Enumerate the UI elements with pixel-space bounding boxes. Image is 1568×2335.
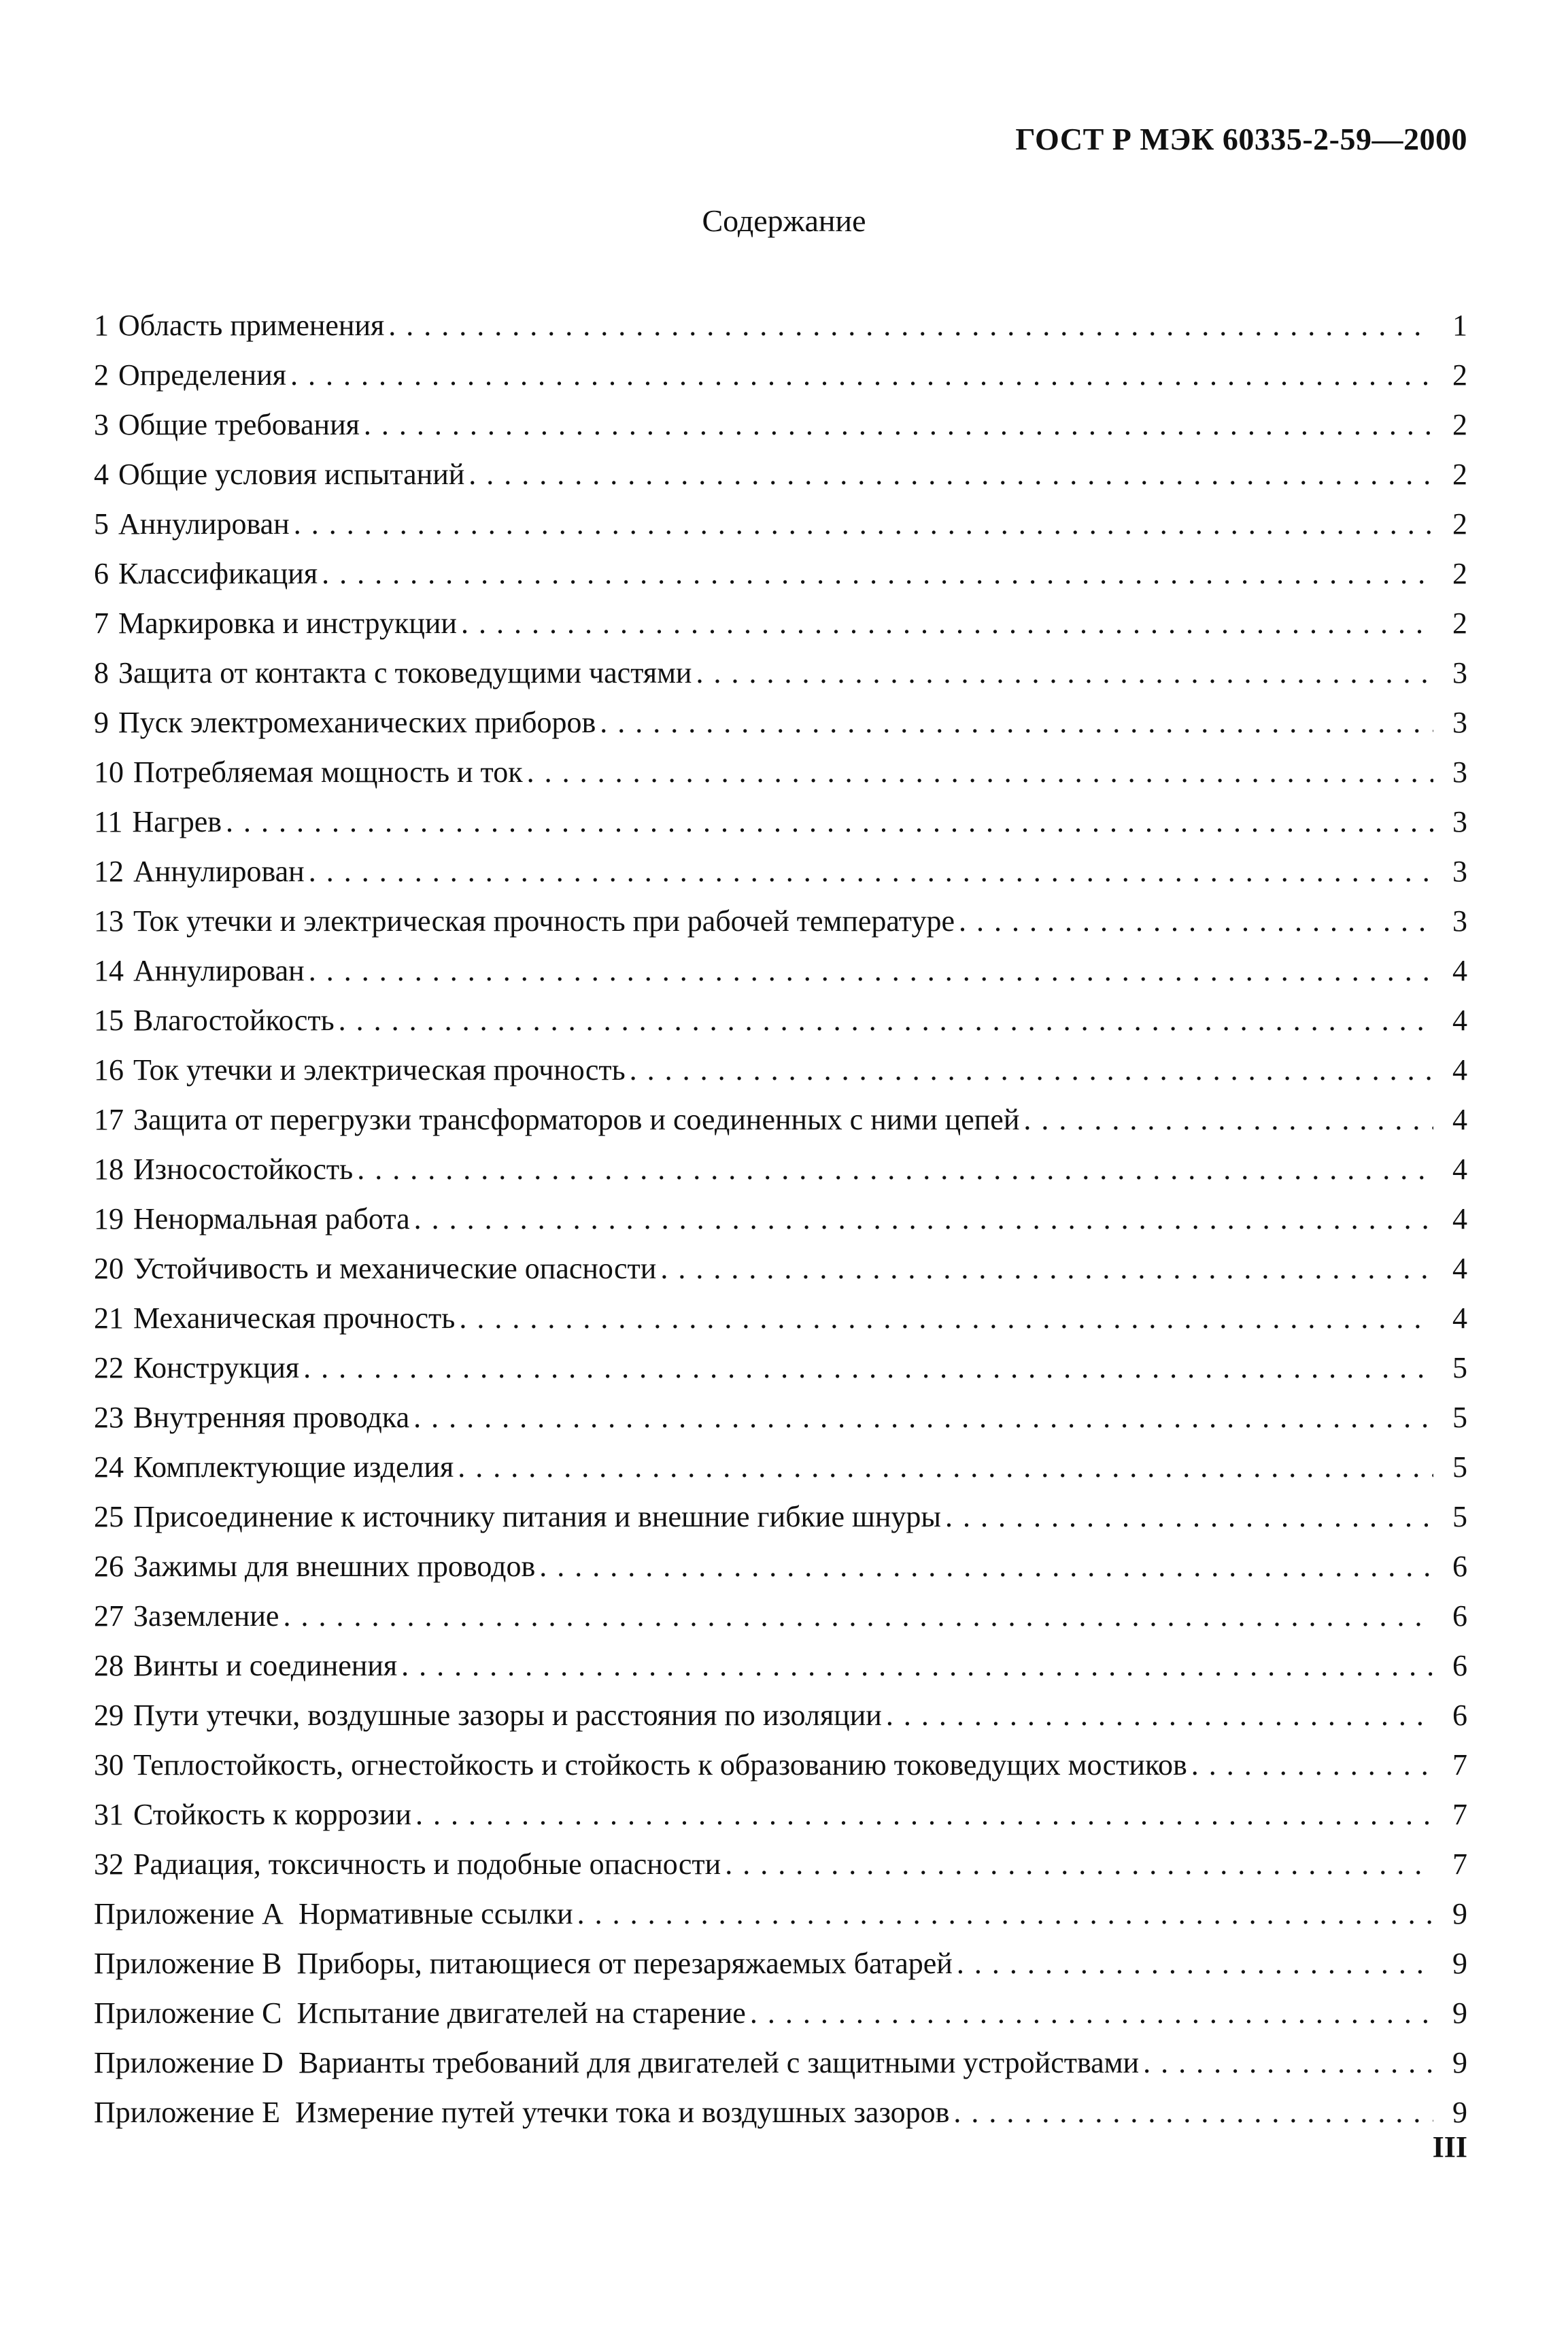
entry-page: 3 <box>1452 706 1467 739</box>
entry-number: 22 <box>94 1351 124 1384</box>
entry-title: Общие условия испытаний <box>118 458 465 491</box>
entry-number: 30 <box>94 1748 124 1782</box>
entry-page: 4 <box>1452 954 1467 987</box>
toc-entry <box>94 549 1467 598</box>
leader-dots <box>1023 1095 1433 1144</box>
entry-page: 6 <box>1452 1599 1467 1633</box>
entry-title: Внутренняя проводка <box>133 1401 410 1434</box>
entry-page: 3 <box>1452 855 1467 888</box>
entry-title: Аннулирован <box>133 954 305 987</box>
table-of-contents <box>94 301 1467 2137</box>
leader-dots <box>886 1690 1433 1740</box>
entry-page: 4 <box>1452 1153 1467 1186</box>
entry-page: 1 <box>1452 309 1467 342</box>
entry-number: 13 <box>94 904 124 938</box>
leader-dots <box>459 1293 1433 1343</box>
leader-dots <box>461 598 1433 648</box>
appendix-title: Измерение путей утечки тока и воздушных зазоров <box>295 2096 950 2129</box>
entry-number: 5 <box>94 507 109 541</box>
toc-entry <box>94 1641 1467 1690</box>
toc-entry <box>94 1293 1467 1343</box>
entry-number: 11 <box>94 805 123 838</box>
toc-appendix-entry <box>94 2038 1467 2087</box>
appendix-page: 9 <box>1452 2096 1467 2129</box>
entry-page: 3 <box>1452 805 1467 838</box>
entry-page: 2 <box>1452 557 1467 590</box>
entry-number: 27 <box>94 1599 124 1633</box>
toc-entry <box>94 1095 1467 1144</box>
leader-dots <box>957 1939 1433 1988</box>
toc-appendix-entry <box>94 2087 1467 2137</box>
appendix-title: Варианты требований для двигателей с защитными устройствами <box>298 2046 1140 2079</box>
document-header: ГОСТ Р МЭК 60335-2-59—2000 <box>1015 122 1467 156</box>
entry-number: 20 <box>94 1252 124 1285</box>
entry-number: 17 <box>94 1103 124 1136</box>
entry-page: 4 <box>1452 1053 1467 1087</box>
entry-title: Присоединение к источнику питания и внешние гибкие шнуры <box>133 1500 941 1533</box>
toc-entry <box>94 698 1467 747</box>
leader-dots <box>401 1641 1433 1690</box>
toc-entry <box>94 896 1467 946</box>
leader-dots <box>959 896 1433 946</box>
leader-dots <box>1191 1740 1433 1790</box>
leader-dots <box>945 1492 1433 1541</box>
entry-title: Защита от контакта с токоведущими частями <box>118 656 692 689</box>
entry-title: Аннулирован <box>133 855 305 888</box>
entry-page: 6 <box>1452 1550 1467 1583</box>
appendix-label: Приложение С <box>94 1996 282 2030</box>
entry-title: Заземление <box>133 1599 279 1633</box>
leader-dots <box>415 1790 1433 1839</box>
leader-dots <box>413 1393 1433 1442</box>
toc-entry <box>94 946 1467 995</box>
entry-page: 4 <box>1452 1252 1467 1285</box>
leader-dots <box>696 648 1433 698</box>
leader-dots <box>388 301 1433 350</box>
entry-title: Определения <box>118 358 287 392</box>
entry-number: 19 <box>94 1202 124 1235</box>
entry-title: Аннулирован <box>118 507 290 541</box>
appendix-label: Приложение Е <box>94 2096 281 2129</box>
entry-page: 4 <box>1452 1103 1467 1136</box>
toc-entry <box>94 499 1467 549</box>
entry-number: 6 <box>94 557 109 590</box>
toc-appendix-entry <box>94 1889 1467 1939</box>
entry-page: 6 <box>1452 1699 1467 1732</box>
appendix-label: Приложение А <box>94 1897 284 1930</box>
entry-title: Область применения <box>118 309 385 342</box>
leader-dots <box>309 847 1433 896</box>
appendix-page: 9 <box>1452 1947 1467 1980</box>
leader-dots <box>953 2087 1433 2137</box>
entry-page: 5 <box>1452 1500 1467 1533</box>
entry-number: 7 <box>94 607 109 640</box>
leader-dots <box>725 1839 1433 1889</box>
toc-entry <box>94 1740 1467 1790</box>
entry-page: 4 <box>1452 1301 1467 1335</box>
leader-dots <box>357 1144 1433 1194</box>
toc-entry <box>94 301 1467 350</box>
appendix-page: 9 <box>1452 2046 1467 2079</box>
toc-entry <box>94 648 1467 698</box>
toc-entry <box>94 1194 1467 1244</box>
entry-page: 2 <box>1452 607 1467 640</box>
entry-number: 26 <box>94 1550 124 1583</box>
toc-entry <box>94 1442 1467 1492</box>
appendix-title: Нормативные ссылки <box>298 1897 573 1930</box>
entry-title: Защита от перегрузки трансформаторов и соединенных с ними цепей <box>133 1103 1020 1136</box>
entry-page: 6 <box>1452 1649 1467 1682</box>
entry-page: 3 <box>1452 904 1467 938</box>
entry-page: 2 <box>1452 408 1467 441</box>
entry-title: Ток утечки и электрическая прочность <box>133 1053 626 1087</box>
leader-dots <box>303 1343 1433 1393</box>
entry-number: 29 <box>94 1699 124 1732</box>
entry-title: Устойчивость и механические опасности <box>133 1252 657 1285</box>
entry-title: Влагостойкость <box>133 1004 335 1037</box>
entry-title: Ненормальная работа <box>133 1202 410 1235</box>
entry-number: 25 <box>94 1500 124 1533</box>
entry-page: 4 <box>1452 1004 1467 1037</box>
leader-dots <box>468 449 1433 499</box>
leader-dots <box>309 946 1433 995</box>
leader-dots <box>527 747 1433 797</box>
entry-title: Стойкость к коррозии <box>133 1798 412 1831</box>
toc-appendix-entry <box>94 1988 1467 2038</box>
entry-page: 5 <box>1452 1450 1467 1484</box>
entry-page: 7 <box>1452 1847 1467 1881</box>
toc-entry <box>94 449 1467 499</box>
entry-number: 3 <box>94 408 109 441</box>
entry-title: Износостойкость <box>133 1153 354 1186</box>
entry-number: 2 <box>94 358 109 392</box>
entry-page: 7 <box>1452 1748 1467 1782</box>
entry-number: 8 <box>94 656 109 689</box>
entry-number: 9 <box>94 706 109 739</box>
appendix-title: Испытание двигателей на старение <box>296 1996 746 2030</box>
entry-title: Ток утечки и электрическая прочность при рабочей температуре <box>133 904 955 938</box>
entry-page: 5 <box>1452 1351 1467 1384</box>
appendix-page: 9 <box>1452 1897 1467 1930</box>
entry-title: Конструкция <box>133 1351 300 1384</box>
entry-page: 7 <box>1452 1798 1467 1831</box>
entry-title: Пути утечки, воздушные зазоры и расстояния по изоляции <box>133 1699 882 1732</box>
entry-number: 12 <box>94 855 124 888</box>
entry-title: Винты и соединения <box>133 1649 398 1682</box>
toc-entry <box>94 747 1467 797</box>
entry-number: 4 <box>94 458 109 491</box>
toc-entry <box>94 1839 1467 1889</box>
entry-number: 24 <box>94 1450 124 1484</box>
entry-page: 3 <box>1452 656 1467 689</box>
entry-title: Пуск электромеханических приборов <box>118 706 596 739</box>
leader-dots <box>600 698 1433 747</box>
entry-number: 18 <box>94 1153 124 1186</box>
entry-number: 28 <box>94 1649 124 1682</box>
entry-title: Зажимы для внешних проводов <box>133 1550 536 1583</box>
leader-dots <box>660 1244 1433 1293</box>
toc-entry <box>94 1144 1467 1194</box>
leader-dots <box>1143 2038 1433 2087</box>
toc-entry <box>94 1393 1467 1442</box>
toc-entry <box>94 350 1467 400</box>
entry-number: 23 <box>94 1401 124 1434</box>
entry-page: 2 <box>1452 358 1467 392</box>
entry-title: Нагрев <box>132 805 222 838</box>
entry-number: 16 <box>94 1053 124 1087</box>
toc-entry <box>94 598 1467 648</box>
toc-entry <box>94 1343 1467 1393</box>
appendix-label: Приложение В <box>94 1947 282 1980</box>
toc-entry <box>94 1244 1467 1293</box>
entry-number: 31 <box>94 1798 124 1831</box>
entry-page: 2 <box>1452 507 1467 541</box>
entry-title: Механическая прочность <box>133 1301 456 1335</box>
entry-page: 3 <box>1452 755 1467 789</box>
toc-entry <box>94 1045 1467 1095</box>
entry-number: 1 <box>94 309 109 342</box>
leader-dots <box>283 1591 1433 1641</box>
toc-entry <box>94 1541 1467 1591</box>
leader-dots <box>750 1988 1433 2038</box>
entry-title: Радиация, токсичность и подобные опасности <box>133 1847 721 1881</box>
leader-dots <box>339 995 1433 1045</box>
leader-dots <box>577 1889 1433 1939</box>
toc-entry <box>94 1790 1467 1839</box>
entry-page: 2 <box>1452 458 1467 491</box>
entry-page: 4 <box>1452 1202 1467 1235</box>
entry-number: 21 <box>94 1301 124 1335</box>
entry-page: 5 <box>1452 1401 1467 1434</box>
leader-dots <box>290 350 1433 400</box>
appendix-page: 9 <box>1452 1996 1467 2030</box>
entry-title: Теплостойкость, огнестойкость и стойкость к образованию токоведущих мостиков <box>133 1748 1187 1782</box>
entry-title: Комплектующие изделия <box>133 1450 454 1484</box>
toc-entry <box>94 1492 1467 1541</box>
appendix-label: Приложение D <box>94 2046 284 2079</box>
entry-number: 14 <box>94 954 124 987</box>
leader-dots <box>630 1045 1433 1095</box>
entry-title: Потребляемая мощность и ток <box>133 755 523 789</box>
leader-dots <box>458 1442 1433 1492</box>
entry-title: Общие требования <box>118 408 360 441</box>
leader-dots <box>226 797 1433 847</box>
entry-title: Маркировка и инструкции <box>118 607 457 640</box>
entry-number: 10 <box>94 755 124 789</box>
leader-dots <box>364 400 1433 449</box>
leader-dots <box>294 499 1433 549</box>
toc-entry <box>94 995 1467 1045</box>
leader-dots <box>414 1194 1433 1244</box>
toc-entry <box>94 797 1467 847</box>
toc-entry <box>94 1591 1467 1641</box>
entry-number: 15 <box>94 1004 124 1037</box>
toc-title: Содержание <box>702 203 866 238</box>
appendix-title: Приборы, питающиеся от перезаряжаемых батарей <box>296 1947 953 1980</box>
page-number: III <box>1432 2130 1467 2164</box>
toc-entry <box>94 847 1467 896</box>
entry-number: 32 <box>94 1847 124 1881</box>
toc-entry <box>94 1690 1467 1740</box>
toc-appendix-entry <box>94 1939 1467 1988</box>
leader-dots <box>539 1541 1433 1591</box>
entry-title: Классификация <box>118 557 318 590</box>
toc-entry <box>94 400 1467 449</box>
leader-dots <box>322 549 1433 598</box>
